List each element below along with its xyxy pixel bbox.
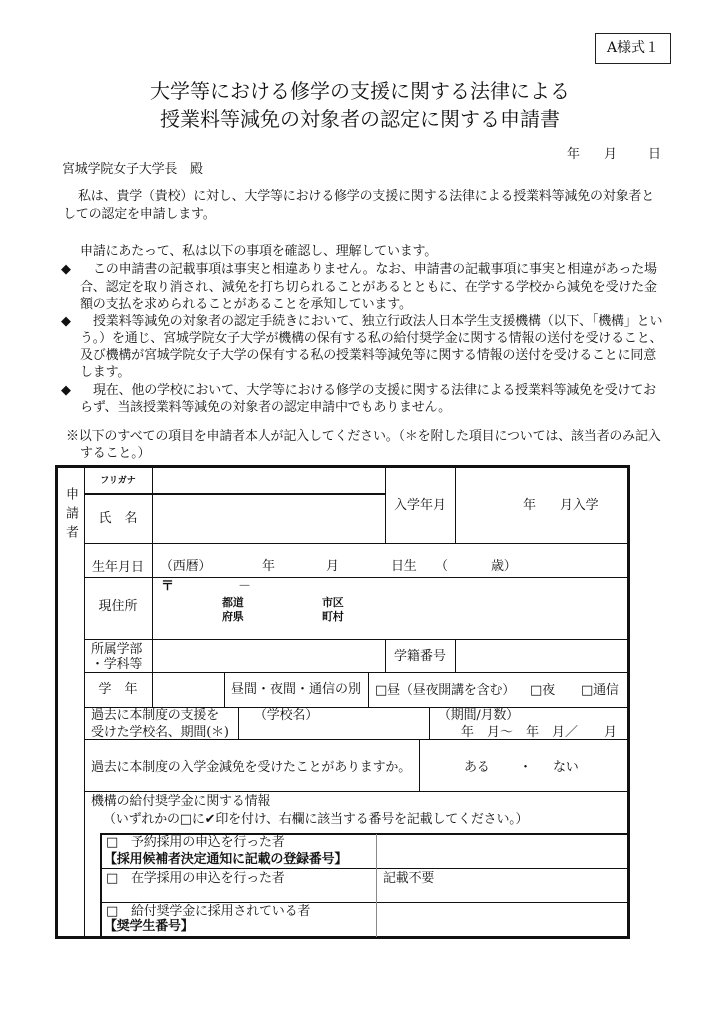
jasso-row-label: 予約採用の申込を行った者 (131, 835, 285, 850)
jasso-row-note: 記載不要 (383, 871, 435, 886)
table-rule (100, 868, 628, 869)
past-period-field[interactable] (430, 709, 627, 739)
course-option-correspondence[interactable] (581, 684, 619, 698)
table-rule (100, 902, 628, 903)
instruction-line: ※以下のすべての項目を申請者本人が記入してください。（＊を附した項目については、該当者のみ記入 (66, 429, 661, 444)
diamond-bullet-icon: ◆ (61, 383, 71, 398)
birthdate-year-unit: 年 (262, 559, 275, 574)
admission-waiver-no-option[interactable]: ない (553, 760, 579, 775)
age-unit: 歳） (491, 559, 517, 574)
course-option-label: 通信 (593, 683, 619, 698)
period-units: 年 月～ 年 月／ 月 (461, 725, 618, 740)
enrollment-month-unit: 月入学 (560, 498, 599, 513)
grade-field[interactable] (153, 674, 223, 707)
faculty-label-line1: 所属学部 (91, 642, 143, 657)
diamond-bullet-icon: ◆ (61, 262, 71, 277)
registration-number-field[interactable] (378, 835, 627, 868)
period-caption: （期間/月数） (438, 708, 519, 723)
past-school-name-field[interactable] (239, 709, 428, 739)
course-type-label: 昼間・夜間・通信の別 (230, 682, 361, 697)
city-suffix-line2: 町村 (322, 610, 344, 623)
faculty-label-line2: ・学科等 (91, 657, 143, 672)
enrollment-year-unit: 年 (523, 498, 536, 513)
past-support-label-line1: 過去に本制度の支援を (91, 708, 220, 723)
form-code-badge (595, 33, 671, 64)
jasso-row-sublabel: 【採用候補者決定通知に記載の登録番号】 (104, 852, 348, 867)
birthdate-label: 生年月日 (91, 560, 144, 575)
birthdate-day-unit: 日生 (391, 559, 417, 574)
date-month-label: 月 (604, 147, 617, 162)
prefecture-suffix-line1: 都道 (222, 596, 244, 609)
faculty-field[interactable] (153, 641, 384, 672)
past-support-label-line2: 受けた学校名、期間(＊) (91, 725, 229, 740)
table-rule (84, 639, 628, 640)
furigana-field[interactable] (153, 468, 384, 493)
birthdate-field[interactable] (153, 545, 627, 577)
confirmation-lead: 申請にあたって、私は以下の事項を確認し、理解しています。 (80, 244, 438, 259)
diamond-bullet-icon: ◆ (61, 314, 71, 329)
furigana-label: フリガナ (100, 476, 136, 486)
student-id-label: 学籍番号 (393, 649, 446, 664)
document-title-line2: 授業料等減免の対象者の認定に関する申請書 (160, 107, 560, 131)
declaration-line: しての認定を申請します。 (63, 207, 216, 222)
checkbox-icon[interactable]: □ (375, 683, 388, 698)
bullet-line: 現在、他の学校において、大学等における修学の支援に関する法律による授業料等減免を受けてお (93, 383, 656, 398)
table-rule (84, 672, 628, 673)
scholarship-number-field[interactable] (378, 904, 627, 936)
bullet-line: この申請書の記載事項は事実と相違ありません。なお、申請書の記載事項に事実と相違があった場 (93, 262, 657, 277)
jasso-row-sublabel: 【奨学生番号】 (104, 919, 194, 934)
checkbox-icon[interactable]: □ (581, 683, 594, 698)
enrollment-date-field[interactable] (456, 468, 627, 543)
option-separator: ・ (519, 760, 532, 775)
form-code-text: A様式１ (606, 40, 660, 56)
table-rule (84, 791, 628, 792)
address-label: 現住所 (98, 599, 138, 614)
prefecture-suffix-line2: 府県 (222, 610, 244, 623)
birthdate-month-unit: 月 (326, 559, 339, 574)
bullet-line: 及び機構が宮城学院女子大学の保有する私の授業料等減免等に関する情報の送付を受けることに同意 (80, 348, 657, 363)
table-rule (84, 543, 628, 544)
table-rule (376, 834, 377, 937)
jasso-section-instruction: （いずれかの□に✔印を付け、右欄に該当する番号を記載してください。） (103, 812, 529, 827)
course-option-label: 昼（昼夜開講を含む） (387, 683, 516, 698)
grade-label: 学 年 (98, 682, 138, 697)
jasso-row-label: 在学採用の申込を行った者 (131, 871, 285, 886)
name-field[interactable] (153, 495, 384, 543)
bullet-line: 額の支払を求められることがあることを承知しています。 (80, 297, 412, 312)
date-year-label: 年 (567, 147, 580, 162)
jasso-section-heading: 機構の給付奨学金に関する情報 (91, 794, 271, 809)
admission-waiver-yes-option[interactable]: ある (464, 760, 490, 775)
course-option-night[interactable] (530, 684, 555, 698)
postal-code-dash: － (238, 579, 251, 594)
address-field[interactable] (153, 579, 627, 639)
declaration-line: 私は、貴学（貴校）に対し、大学等における修学の支援に関する法律による授業料等減免の対象者と (78, 189, 655, 204)
table-rule (368, 673, 369, 708)
bullet-line: 合、認定を取り消され、減免を打ち切られることがあるとともに、在学する学校から減免を受けた金 (80, 280, 657, 295)
school-name-caption: （学校名） (254, 708, 319, 723)
city-suffix-line1: 市区 (322, 596, 344, 609)
table-rule (100, 834, 102, 937)
enrollment-label: 入学年月 (393, 498, 446, 513)
name-label: 氏 名 (98, 511, 138, 526)
checkbox-icon[interactable]: □ (106, 904, 119, 919)
postal-mark-icon: 〒 (161, 579, 174, 594)
addressee: 宮城学院女子大学長 殿 (62, 162, 203, 177)
applicant-section-label: 申請者 (63, 487, 78, 544)
course-option-day[interactable] (375, 684, 515, 698)
student-id-field[interactable] (456, 641, 627, 672)
admission-waiver-question: 過去に本制度の入学金減免を受けたことがありますか。 (91, 760, 412, 775)
course-option-label: 夜 (542, 683, 555, 698)
bullet-line: う。）を通じ、宮城学院女子大学が機構の保有する私の給付奨学金に関する情報の送付を受けること、 (80, 331, 663, 346)
instruction-line: すること。） (80, 446, 151, 461)
bullet-line: らず、当該授業料等減免の対象者の認定申請中でもありません。 (80, 400, 451, 415)
age-open-paren: （ (435, 559, 448, 574)
checkbox-icon[interactable]: □ (530, 683, 543, 698)
jasso-row-label: 給付奨学金に採用されている者 (131, 904, 311, 919)
table-rule (419, 740, 420, 792)
checkbox-icon[interactable]: □ (106, 835, 119, 850)
birthdate-era-label: （西暦） (160, 559, 212, 574)
checkbox-icon[interactable]: □ (106, 871, 119, 886)
bullet-line: します。 (80, 365, 131, 380)
table-rule (84, 577, 628, 578)
date-day-label: 日 (648, 147, 661, 162)
document-title-line1: 大学等における修学の支援に関する法律による (150, 79, 570, 103)
bullet-line: 授業料等減免の対象者の認定手続きにおいて、独立行政法人日本学生支援機構（以下、「機構」とい (93, 314, 663, 329)
table-rule (84, 467, 85, 937)
